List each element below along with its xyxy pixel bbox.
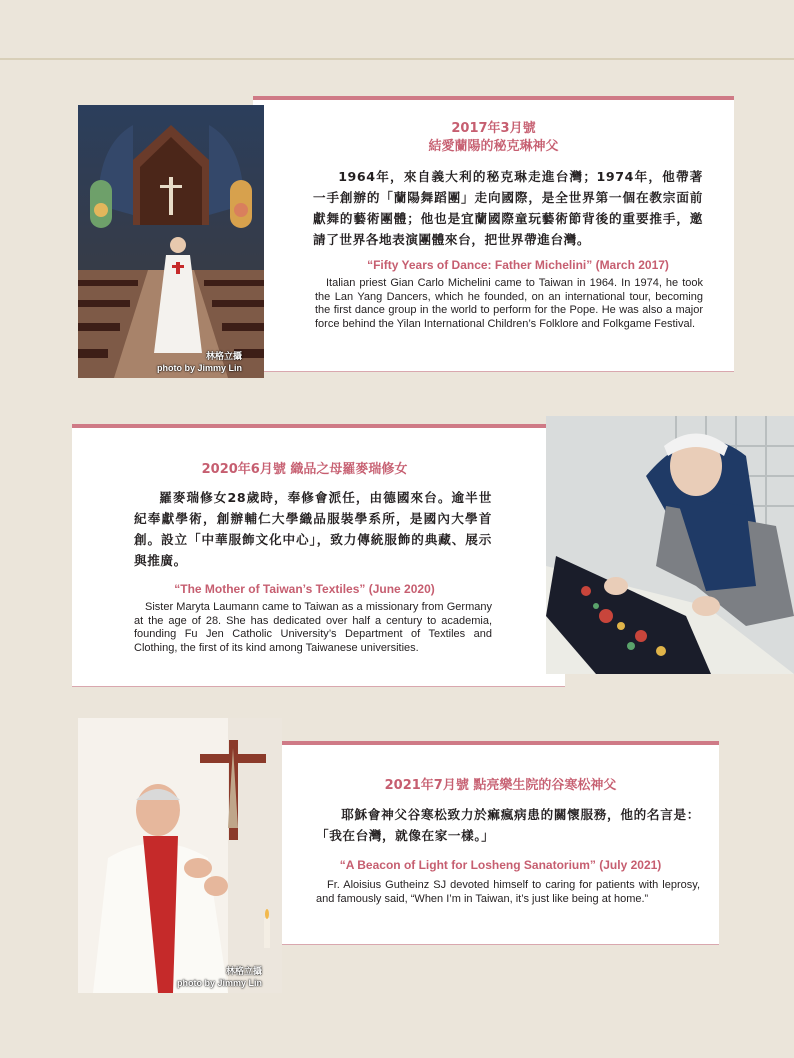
article-3-zh-body: 耶穌會神父谷寒松致力於痲瘋病患的關懷服務，他的名言是：「我在台灣，就像在家一樣。」 xyxy=(316,807,700,843)
photo-1-credit-en: photo by Jimmy Lin xyxy=(156,363,242,373)
article-2-zh-body: 羅麥瑞修女28歲時，奉修會派任，由德國來台。逾半世紀奉獻學術，創辦輔仁大學織品服裝學系所，是國內大學首創。設立「中華服飾文化中心」，致力傳統服飾的典藏、展示與推廣。 xyxy=(134,490,492,568)
article-2-bottom-rule xyxy=(72,686,565,687)
photo-church-priest xyxy=(78,105,264,378)
photo-1-credit xyxy=(157,350,242,374)
photo-nun-textiles xyxy=(546,416,794,674)
article-2-en-body: Sister Maryta Laumann came to Taiwan as a missionary from Germany at the age of 28. She has dedicated over half a century to academia, founding Fu Jen Catholic University’s Department of Textiles and Clothing, the first of its kind among Taiwanese universities. xyxy=(134,601,492,654)
article-3-bottom-rule xyxy=(282,944,719,945)
photo-3-credit-en: photo by Jimmy Lin xyxy=(176,978,262,988)
article-3-en-title: “A Beacon of Light for Losheng Sanatorium” (July 2021) xyxy=(339,858,662,872)
article-3-en-body: Fr. Aloisius Gutheinz SJ devoted himself to caring for patients with leprosy, and famously said, “When I’m in Taiwan, it’s just like being at home.” xyxy=(316,879,700,905)
article-card-3 xyxy=(282,741,719,945)
church-scene-illustration xyxy=(78,105,264,378)
photo-priest-crucifix xyxy=(78,718,282,993)
photo-1-credit-zh: 林格立攝 xyxy=(205,351,242,361)
article-card-2 xyxy=(72,424,565,687)
article-3-heading: 2021年7月號 點亮樂生院的谷寒松神父 xyxy=(384,778,617,793)
article-1-title: 結愛蘭陽的秘克琳神父 xyxy=(428,139,559,154)
priest-scene-illustration xyxy=(78,718,282,993)
article-1-heading xyxy=(253,120,734,156)
article-1-en-title: “Fifty Years of Dance: Father Michelini” (March 2017) xyxy=(367,258,669,272)
photo-3-credit-zh: 林格立攝 xyxy=(225,966,262,976)
article-card-1 xyxy=(253,96,734,372)
article-1-date: 2017年3月號 xyxy=(451,121,536,136)
photo-3-credit xyxy=(177,965,262,989)
article-1-zh-body: 1964年，來自義大利的秘克琳走進台灣；1974年，他帶著一手創辦的「蘭陽舞蹈團」走向國際，是全世界第一個在教宗面前獻舞的藝術團體；他也是宜蘭國際童玩藝術節背後的重要推手，邀請了世界各地表演團體來台，把世界帶進台灣。 xyxy=(313,169,703,247)
article-2-en-title: “The Mother of Taiwan’s Textiles” (June 2020) xyxy=(174,582,435,596)
article-1-bottom-rule xyxy=(253,371,734,372)
article-2-heading: 2020年6月號 織品之母羅麥瑞修女 xyxy=(201,462,408,477)
article-1-en-body: Italian priest Gian Carlo Michelini came to Taiwan in 1964. In 1974, he took the Lan Yang Dancers, which he founded, on an international tour, becoming the first dance group in the world to perform for the Pope. He was also a major force behind the Yilan International Children’s Folklore and Folkgame Festival. xyxy=(315,277,703,330)
textile-scene-illustration xyxy=(546,416,794,674)
top-rule xyxy=(0,58,794,60)
